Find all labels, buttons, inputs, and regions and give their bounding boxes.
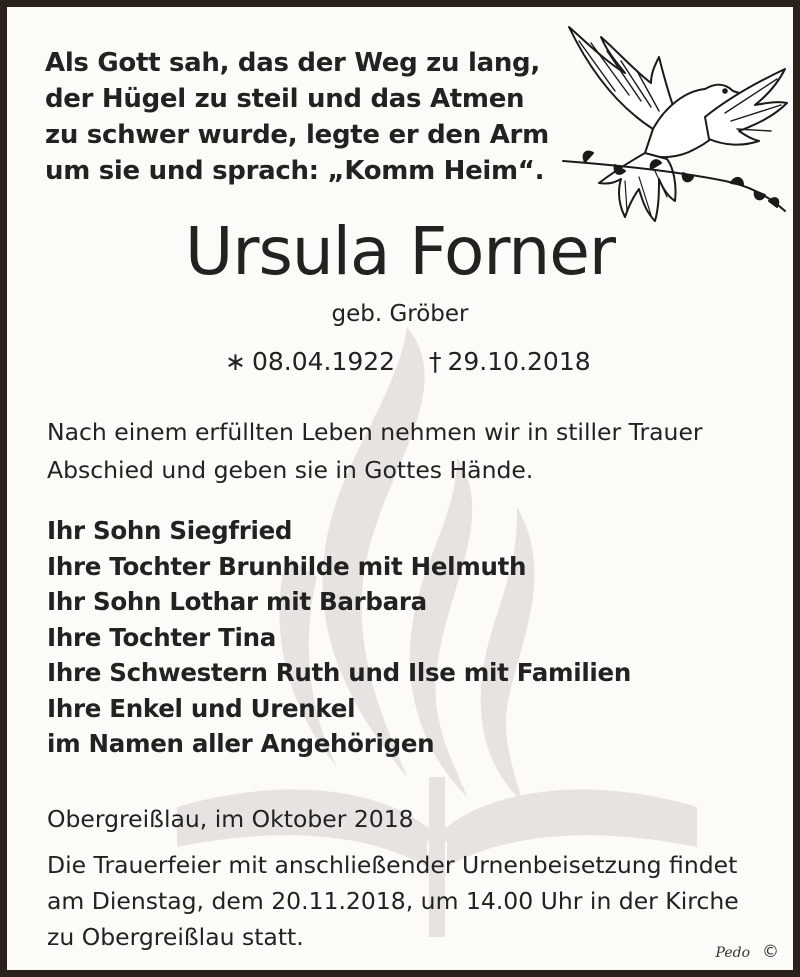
mourner-line: Ihre Tochter Tina: [47, 622, 276, 652]
dove-with-olive-branch-icon: [555, 21, 795, 233]
designer-credit: [716, 942, 779, 962]
designer-signature: Pedo: [715, 945, 750, 961]
birth-date: [225, 347, 395, 376]
life-dates: [7, 347, 793, 381]
mourner-line: Ihre Tochter Brunhilde mit Helmuth: [47, 551, 527, 581]
mourner-line: Ihre Enkel und Urenkel: [47, 693, 356, 723]
star-icon: ∗: [225, 347, 246, 376]
quote-line: zu schwer wurde, legte er den Arm: [45, 120, 549, 150]
funeral-info: [47, 847, 739, 955]
place-and-date: Obergreißlau, im Oktober 2018: [47, 805, 414, 833]
mourners-list: [47, 513, 631, 762]
quote-line: Als Gott sah, das der Weg zu lang,: [45, 48, 540, 78]
cross-icon: †: [429, 347, 442, 376]
quote-line: der Hügel zu steil und das Atmen: [45, 84, 525, 114]
farewell-text: [47, 413, 767, 489]
quote-line: um sie und sprach: „Komm Heim“.: [45, 156, 545, 186]
mourner-line: im Namen aller Angehörigen: [47, 729, 435, 758]
mourner-line: Ihre Schwestern Ruth und Ilse mit Familien: [47, 658, 631, 687]
funeral-line: Die Trauerfeier mit anschließender Urnenbeisetzung findet: [47, 851, 738, 879]
farewell-line: Nach einem erfüllten Leben nehmen wir in stiller Trauer: [47, 418, 703, 446]
death-date-value: 29.10.2018: [447, 347, 591, 376]
maiden-name: geb. Gröber: [331, 301, 469, 327]
funeral-line: am Dienstag, dem 20.11.2018, um 14.00 Uhr in der Kirche: [47, 887, 739, 915]
mourner-line: Ihr Sohn Lothar mit Barbara: [47, 587, 427, 616]
birth-date-value: 08.04.1922: [251, 347, 396, 376]
death-date: [429, 347, 591, 376]
copyright-icon: ©: [762, 942, 779, 962]
funeral-line: zu Obergreißlau statt.: [47, 923, 304, 951]
opening-quote: [45, 45, 549, 189]
mourner-line: Ihr Sohn Siegfried: [47, 516, 293, 545]
deceased-name: Ursula Forner: [185, 213, 615, 290]
farewell-line: Abschied und geben sie in Gottes Hände.: [47, 456, 534, 484]
